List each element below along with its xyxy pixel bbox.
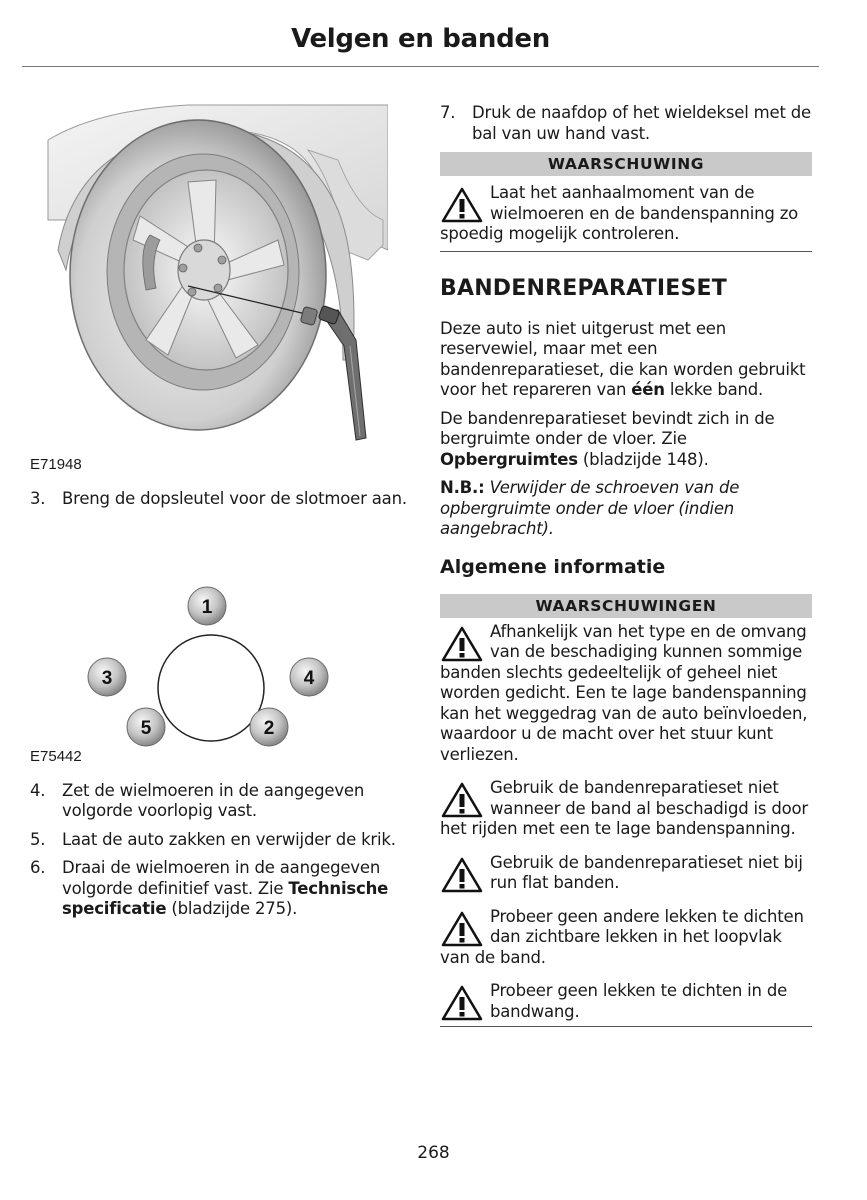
- step-text: Breng de dopsleutel voor de slotmoer aan.: [62, 489, 407, 508]
- opbergruimtes-link[interactable]: Opbergruimtes: [440, 449, 578, 469]
- step-number: 4.: [30, 780, 46, 800]
- step-6: [30, 858, 410, 920]
- paragraph-1: [440, 319, 812, 401]
- warning-heading: WAARSCHUWING: [440, 152, 812, 176]
- warning-text: Gebruik de bandenreparatieset niet wanneer de band al beschadigd is door het rijden met een te lage bandenspanning.: [440, 778, 809, 838]
- warning-item: [440, 853, 812, 894]
- note-text: Verwijder de schroeven van de opbergruimte onder de vloer (indien aangebracht).: [440, 478, 740, 538]
- paragraph-text: Deze auto is niet uitgerust met een reservewiel, maar met een bandenreparatieset, die kan worden gebruikt voor het repareren van: [440, 318, 806, 399]
- paragraph-bold: één: [631, 380, 665, 399]
- section-title: BANDENREPARATIESET: [440, 275, 727, 301]
- warnings-list: [440, 622, 812, 1023]
- step-text: [62, 858, 388, 918]
- right-column: [440, 103, 812, 1027]
- warning-text: Probeer geen lekken te dichten in de bandwang.: [490, 981, 788, 1021]
- warning-item: [440, 778, 812, 840]
- step-7: [440, 103, 812, 144]
- note: [440, 478, 812, 540]
- warning-text: Laat het aanhaalmoment van de wielmoeren en de bandenspanning zo spoedig mogelijk controleren.: [440, 183, 799, 243]
- technische-specificatie-link[interactable]: Technische specificatie: [62, 878, 389, 918]
- warning-item: [440, 981, 812, 1022]
- nut-label-3: 3: [101, 667, 113, 689]
- warning-box: [440, 152, 812, 252]
- warning-item: [440, 907, 812, 969]
- nut-label-1: 1: [201, 596, 213, 618]
- paragraph-text: De bandenreparatieset bevindt zich in de bergruimte onder de vloer. Zie: [440, 408, 775, 448]
- warning-triangle-icon: [440, 984, 484, 1022]
- warnings-box: [440, 594, 812, 1028]
- warnings-divider: [440, 1026, 812, 1027]
- warning-triangle-icon: [440, 781, 484, 819]
- wheel-hub-circle: [158, 635, 264, 741]
- nut-3: [88, 658, 126, 696]
- step-4: [30, 781, 410, 822]
- warning-text: Afhankelijk van het type en de omvang van de beschadiging kunnen sommige banden slechts gedeeltelijk of geheel niet worden gedicht. Een te lage bandenspanning kan het weggedrag van de auto beïnvloeden, waardoor u de macht over het stuur kunt verliezen.: [440, 621, 808, 764]
- paragraph-text: (bladzijde 148).: [577, 449, 709, 469]
- figure-label-e75442: E75442: [30, 747, 82, 765]
- warning-item: [440, 622, 812, 766]
- nut-2: [250, 708, 288, 746]
- warnings-heading: WAARSCHUWINGEN: [440, 594, 812, 618]
- nut-label-5: 5: [140, 717, 152, 739]
- warning-triangle-icon: [440, 910, 484, 948]
- warning-triangle-icon: [440, 856, 484, 894]
- wheel-nut-sequence-diagram: [30, 524, 410, 774]
- warning-item: [440, 183, 812, 251]
- nut-five: [127, 708, 165, 746]
- wheel-wrench-illustration: [38, 100, 388, 452]
- step-number: 6.: [30, 858, 46, 877]
- nut-1: [188, 587, 226, 625]
- step-3: [30, 489, 410, 510]
- note-label: N.B.:: [440, 478, 485, 497]
- paragraph-2: [440, 409, 812, 471]
- step-text-part: (bladzijde 275).: [166, 899, 298, 918]
- step-number: 7.: [440, 103, 456, 122]
- step-5: [30, 830, 410, 851]
- warning-text: Probeer geen andere lekken te dichten dan zichtbare lekken in het loopvlak van de band.: [440, 906, 804, 967]
- step-text: Laat de auto zakken en verwijder de krik.: [62, 829, 396, 849]
- page-title: Velgen en banden: [291, 24, 550, 54]
- step-text: Druk de naafdop of het wieldeksel met de bal van uw hand vast.: [472, 103, 811, 143]
- warning-divider: [440, 251, 812, 252]
- step-number: 3.: [30, 489, 46, 508]
- page-number: 268: [417, 1143, 450, 1163]
- warning-triangle-icon: [440, 625, 484, 663]
- paragraph-text: lekke band.: [664, 380, 764, 399]
- page-header: [22, 18, 819, 67]
- nut-4: [290, 658, 328, 696]
- step-number: 5.: [30, 829, 46, 849]
- left-column: [30, 100, 410, 920]
- step-text: Zet de wielmoeren in de aangegeven volgorde voorlopig vast.: [62, 780, 365, 820]
- nut-label-4: 4: [303, 667, 315, 689]
- subsection-title: Algemene informatie: [440, 555, 666, 578]
- warning-triangle-icon: [440, 186, 484, 224]
- figure-label-e71948: E71948: [30, 456, 82, 473]
- warning-text: Gebruik de bandenreparatieset niet bij run flat banden.: [490, 852, 803, 892]
- step-text-part: Draai de wielmoeren in de aangegeven volgorde definitief vast. Zie: [62, 858, 381, 898]
- nut-label-2: 2: [263, 717, 275, 739]
